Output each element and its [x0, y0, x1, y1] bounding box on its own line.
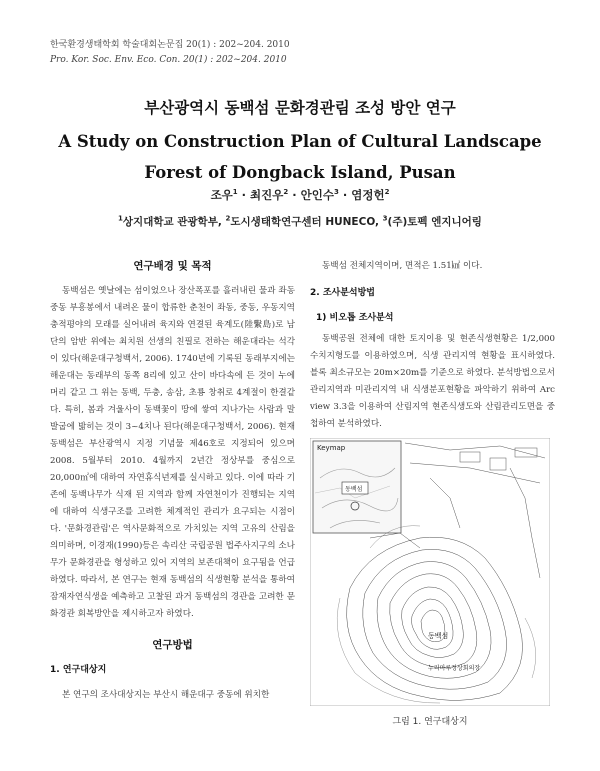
author-name: 최진우 [250, 188, 284, 202]
section-heading-background: 연구배경 및 목적 [133, 260, 212, 272]
study-site-paragraph: 본 연구의 조사대상지는 부산시 해운대구 중동에 위치한 [62, 690, 270, 700]
island-label: 동백섬 [428, 632, 449, 640]
subsection-heading-biotope: 1) 비오톱 조사분석 [316, 313, 394, 323]
title-korean: 부산광역시 동백섬 문화경관림 조성 방안 연구 [144, 99, 456, 117]
affil-mark: 1 [118, 214, 123, 223]
section-heading-methods: 연구방법 [152, 639, 193, 651]
affiliation-list [0, 214, 600, 229]
biotope-paragraph: 동백공원 전체에 대한 토지이용 및 현존식생현황은 1/2,000 수치지형도를 이용하였으며, 식생 관리지역 현황을 표시하였다. 블록 최소규모는 20m×20m를 기준으로 하였다. 분석방법으로서 관리지역과 미관리지역 내 식생분포현황을 파악하기 위하여 Arc view 3.3을 이용하여 산림지역 현존식생도와 산림관리도면을 중첩하여 분석하였다. [310, 334, 555, 429]
author-affil-mark: 1 [232, 188, 238, 197]
affil-separator: , [375, 216, 383, 228]
author-separator: · [338, 188, 352, 202]
subsection-heading-study-site: 1. 연구대상지 [50, 665, 107, 675]
affil-separator: , [217, 216, 226, 228]
author-name: 안인수 [300, 188, 334, 202]
affil-mark: 2 [225, 214, 231, 223]
author-affil-mark: 3 [333, 188, 339, 197]
keymap-title: Keymap [317, 444, 346, 452]
keymap-island-label: 동백섬 [345, 486, 363, 493]
journal-citation-ko: 한국환경생태학회 학술대회논문집 20(1) : 202~204. 2010 [50, 40, 290, 50]
left-column [50, 258, 295, 704]
author-affil-mark: 2 [283, 188, 289, 197]
affil-name: 도시생태학연구센터 HUNECO [230, 216, 376, 228]
background-paragraph: 동백섬은 옛날에는 섬이었으나 장산폭포를 흘러내린 물과 좌동 중동 부흥봉에서 내려온 물이 합류한 춘천이 좌동, 중동, 우동지역 충적평야의 모래를 실어내려 육지와 연결된 육계도(陸繫島)로 남단의 암반 위에는 최치원 선생의 친필로 전하는 해운대라는 석각이 있다(해운대구청백서, 2006). 1740년에 기록된 동래부지에는 해운대는 동래부의 동쪽 8리에 있고 산이 바다속에 든 것이 누에 머리 같고 그 위는 동백, 두충, 송삼, 초룡 창취로 4계절이 한결같다. 특히, 봄과 겨울사이 동백꽃이 땅에 쌓여 지나가는 사람과 말발굽에 밟히는 것이 3~4치나 된다(해운대구청백서, 2006). 현재 동백섬은 부산광역시 지정 기념물 제46호로 지정되어 있으며 2008. 5월부터 2010. 4월까지 2년간 정상부를 중심으로 20,000㎡에 대하여 자연휴식년제를 실시하고 있다. 이에 따라 기존에 동백나무가 식재 된 지역과 함께 자연천이가 진행되는 지역에 대하여 식생구조를 고려한 체계적인 관리가 요구되는 시점이다. '문화경관림'은 역사문화적으로 가치있는 지역 고유의 산림을 의미하며, 이경재(1990)등은 속리산 국립공원 법주사지구의 소나무가 문화경관을 형성하고 있어 지역의 보존대책이 요구됨을 언급하였다. 따라서, 본 연구는 현재 동백섬의 식생현황 분석을 통하여 잠재자연식생을 예측하고 고찰된 과거 동백섬의 경관을 고려한 문화경관 회복방안을 제시하고자 하였다. [50, 286, 295, 619]
author-separator: · [237, 188, 251, 202]
author-affil-mark: 2 [384, 188, 390, 197]
journal-header [50, 38, 290, 68]
title-english: A Study on Construction Plan of Cultural Landscape Forest of Dongback Island, Pusan [58, 132, 542, 182]
author-list [0, 187, 600, 203]
study-site-map [310, 438, 550, 706]
right-column [310, 258, 555, 433]
affil-name: (주)토펙 엔지니어링 [387, 216, 482, 228]
figure-caption: 그림 1. 연구대상지 [392, 717, 468, 727]
author-separator: · [288, 188, 301, 202]
keymap-inset [313, 441, 401, 533]
affil-mark: 3 [382, 214, 388, 223]
continued-paragraph: 동백섬 전체지역이며, 면적은 1.51㎢ 이다. [322, 261, 483, 271]
author-name: 조우 [210, 188, 233, 202]
subsection-heading-analysis: 2. 조사분석방법 [310, 288, 375, 298]
journal-citation-en: Pro. Kor. Soc. Env. Eco. Con. 20(1) : 202~204. 2010 [50, 55, 287, 65]
affil-name: 상지대학교 관광학부 [122, 216, 218, 228]
summit-hall-label: 누리마루정상회의장 [428, 665, 481, 672]
author-name: 염정헌 [351, 188, 385, 202]
